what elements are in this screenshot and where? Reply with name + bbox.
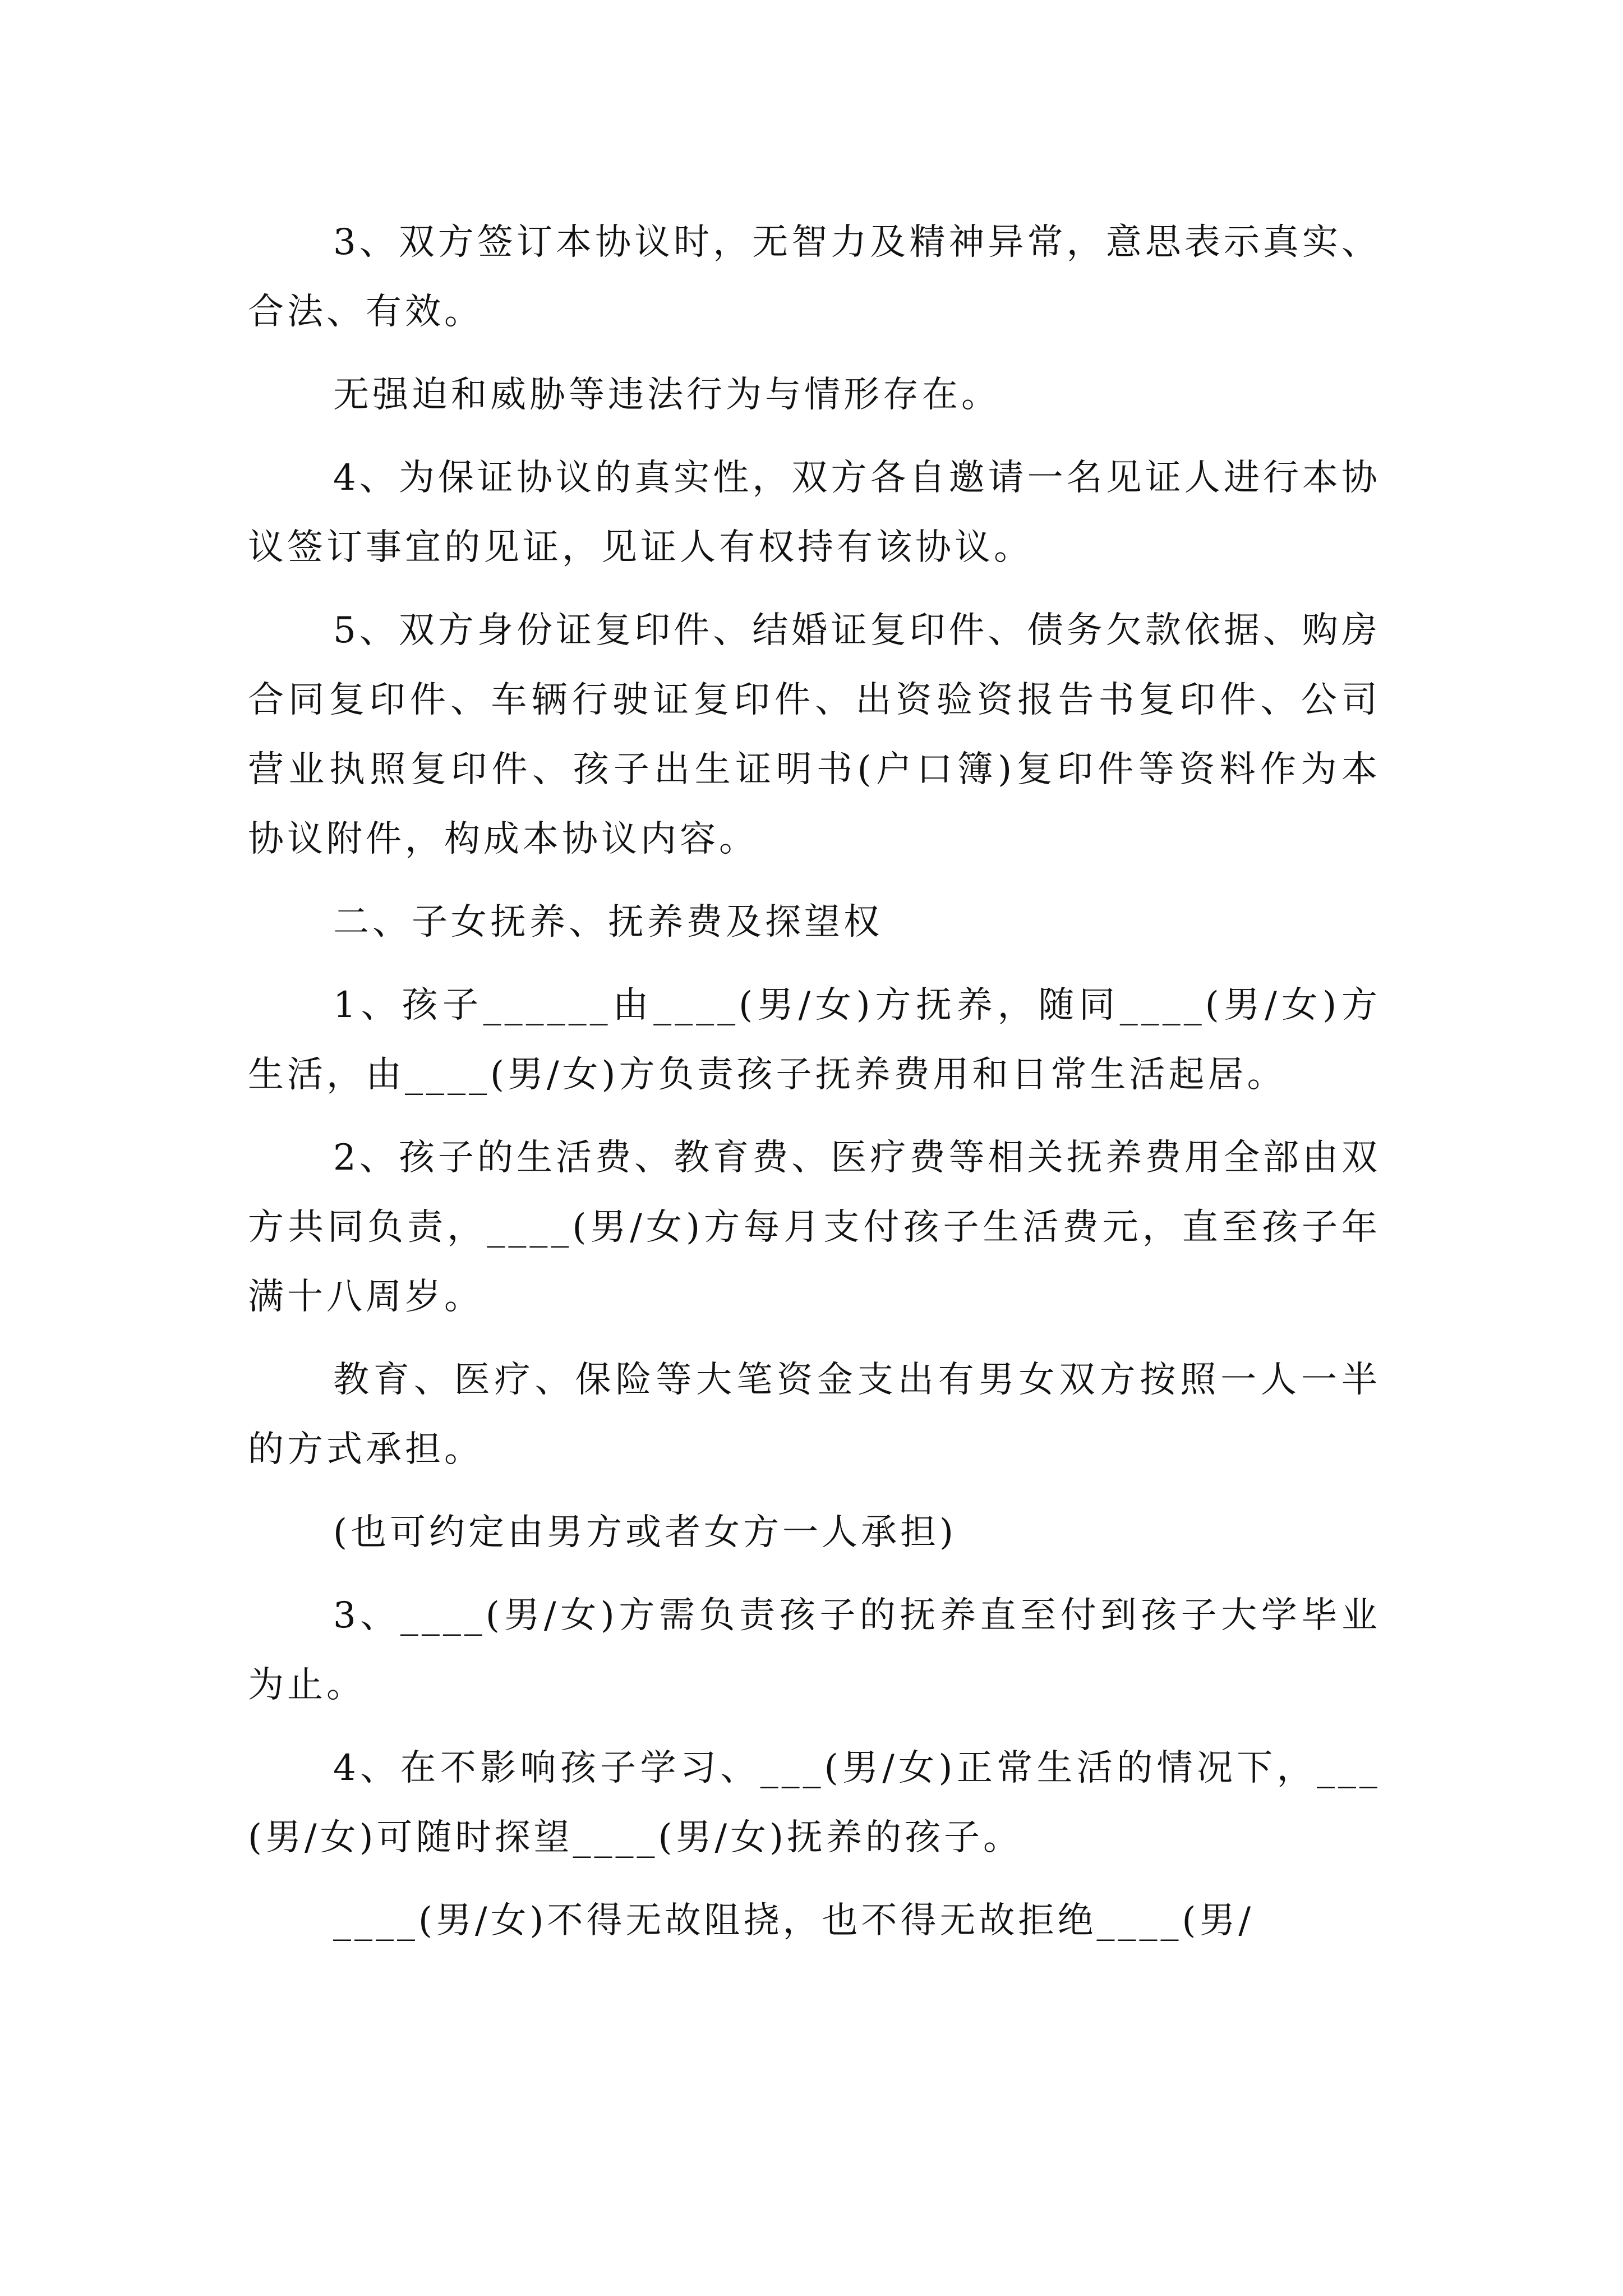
paragraph-item-3: 3、双方签订本协议时，无智力及精神异常，意思表示真实、合法、有效。 [248, 222, 1381, 333]
paragraph-item-4-witness: 4、为保证协议的真实性，双方各自邀请一名见证人进行本协议签订事宜的见证，见证人有权持有该协议。 [248, 457, 1381, 568]
document-page [248, 208, 1381, 1955]
paragraph-custody-4-visitation: 4、在不影响孩子学习、___(男/女)正常生活的情况下，___(男/女)可随时探望____(男/女)抚养的孩子。 [248, 1747, 1381, 1858]
paragraph-custody-1: 1、孩子______由____(男/女)方抚养，随同____(男/女)方生活，由____(男/女)方负责孩子抚养费用和日常生活起居。 [248, 984, 1381, 1096]
paragraph-no-obstruction: ____(男/女)不得无故阻挠，也不得无故拒绝____(男/ [333, 1900, 1255, 1941]
paragraph-alternative-note: (也可约定由男方或者女方一人承担) [333, 1512, 957, 1553]
paragraph-no-coercion: 无强迫和威胁等违法行为与情形存在。 [333, 374, 1000, 416]
paragraph-major-expenses: 教育、医疗、保险等大笔资金支出有男女双方按照一人一半的方式承担。 [248, 1359, 1381, 1470]
paragraph-item-5-attachments: 5、双方身份证复印件、结婚证复印件、债务欠款依据、购房合同复印件、车辆行驶证复印件、出资验资报告书复印件、公司营业执照复印件、孩子出生证明书(户口簿)复印件等资料作为本协议附件，构成本协议内容。 [248, 610, 1381, 860]
paragraph-custody-2-costs: 2、孩子的生活费、教育费、医疗费等相关抚养费用全部由双方共同负责，____(男/女)方每月支付孩子生活费元，直至孩子年满十八周岁。 [248, 1137, 1381, 1318]
paragraph-custody-3-university: 3、____(男/女)方需负责孩子的抚养直至付到孩子大学毕业为止。 [248, 1595, 1381, 1706]
section-heading-child-custody: 二、子女抚养、抚养费及探望权 [333, 901, 883, 943]
